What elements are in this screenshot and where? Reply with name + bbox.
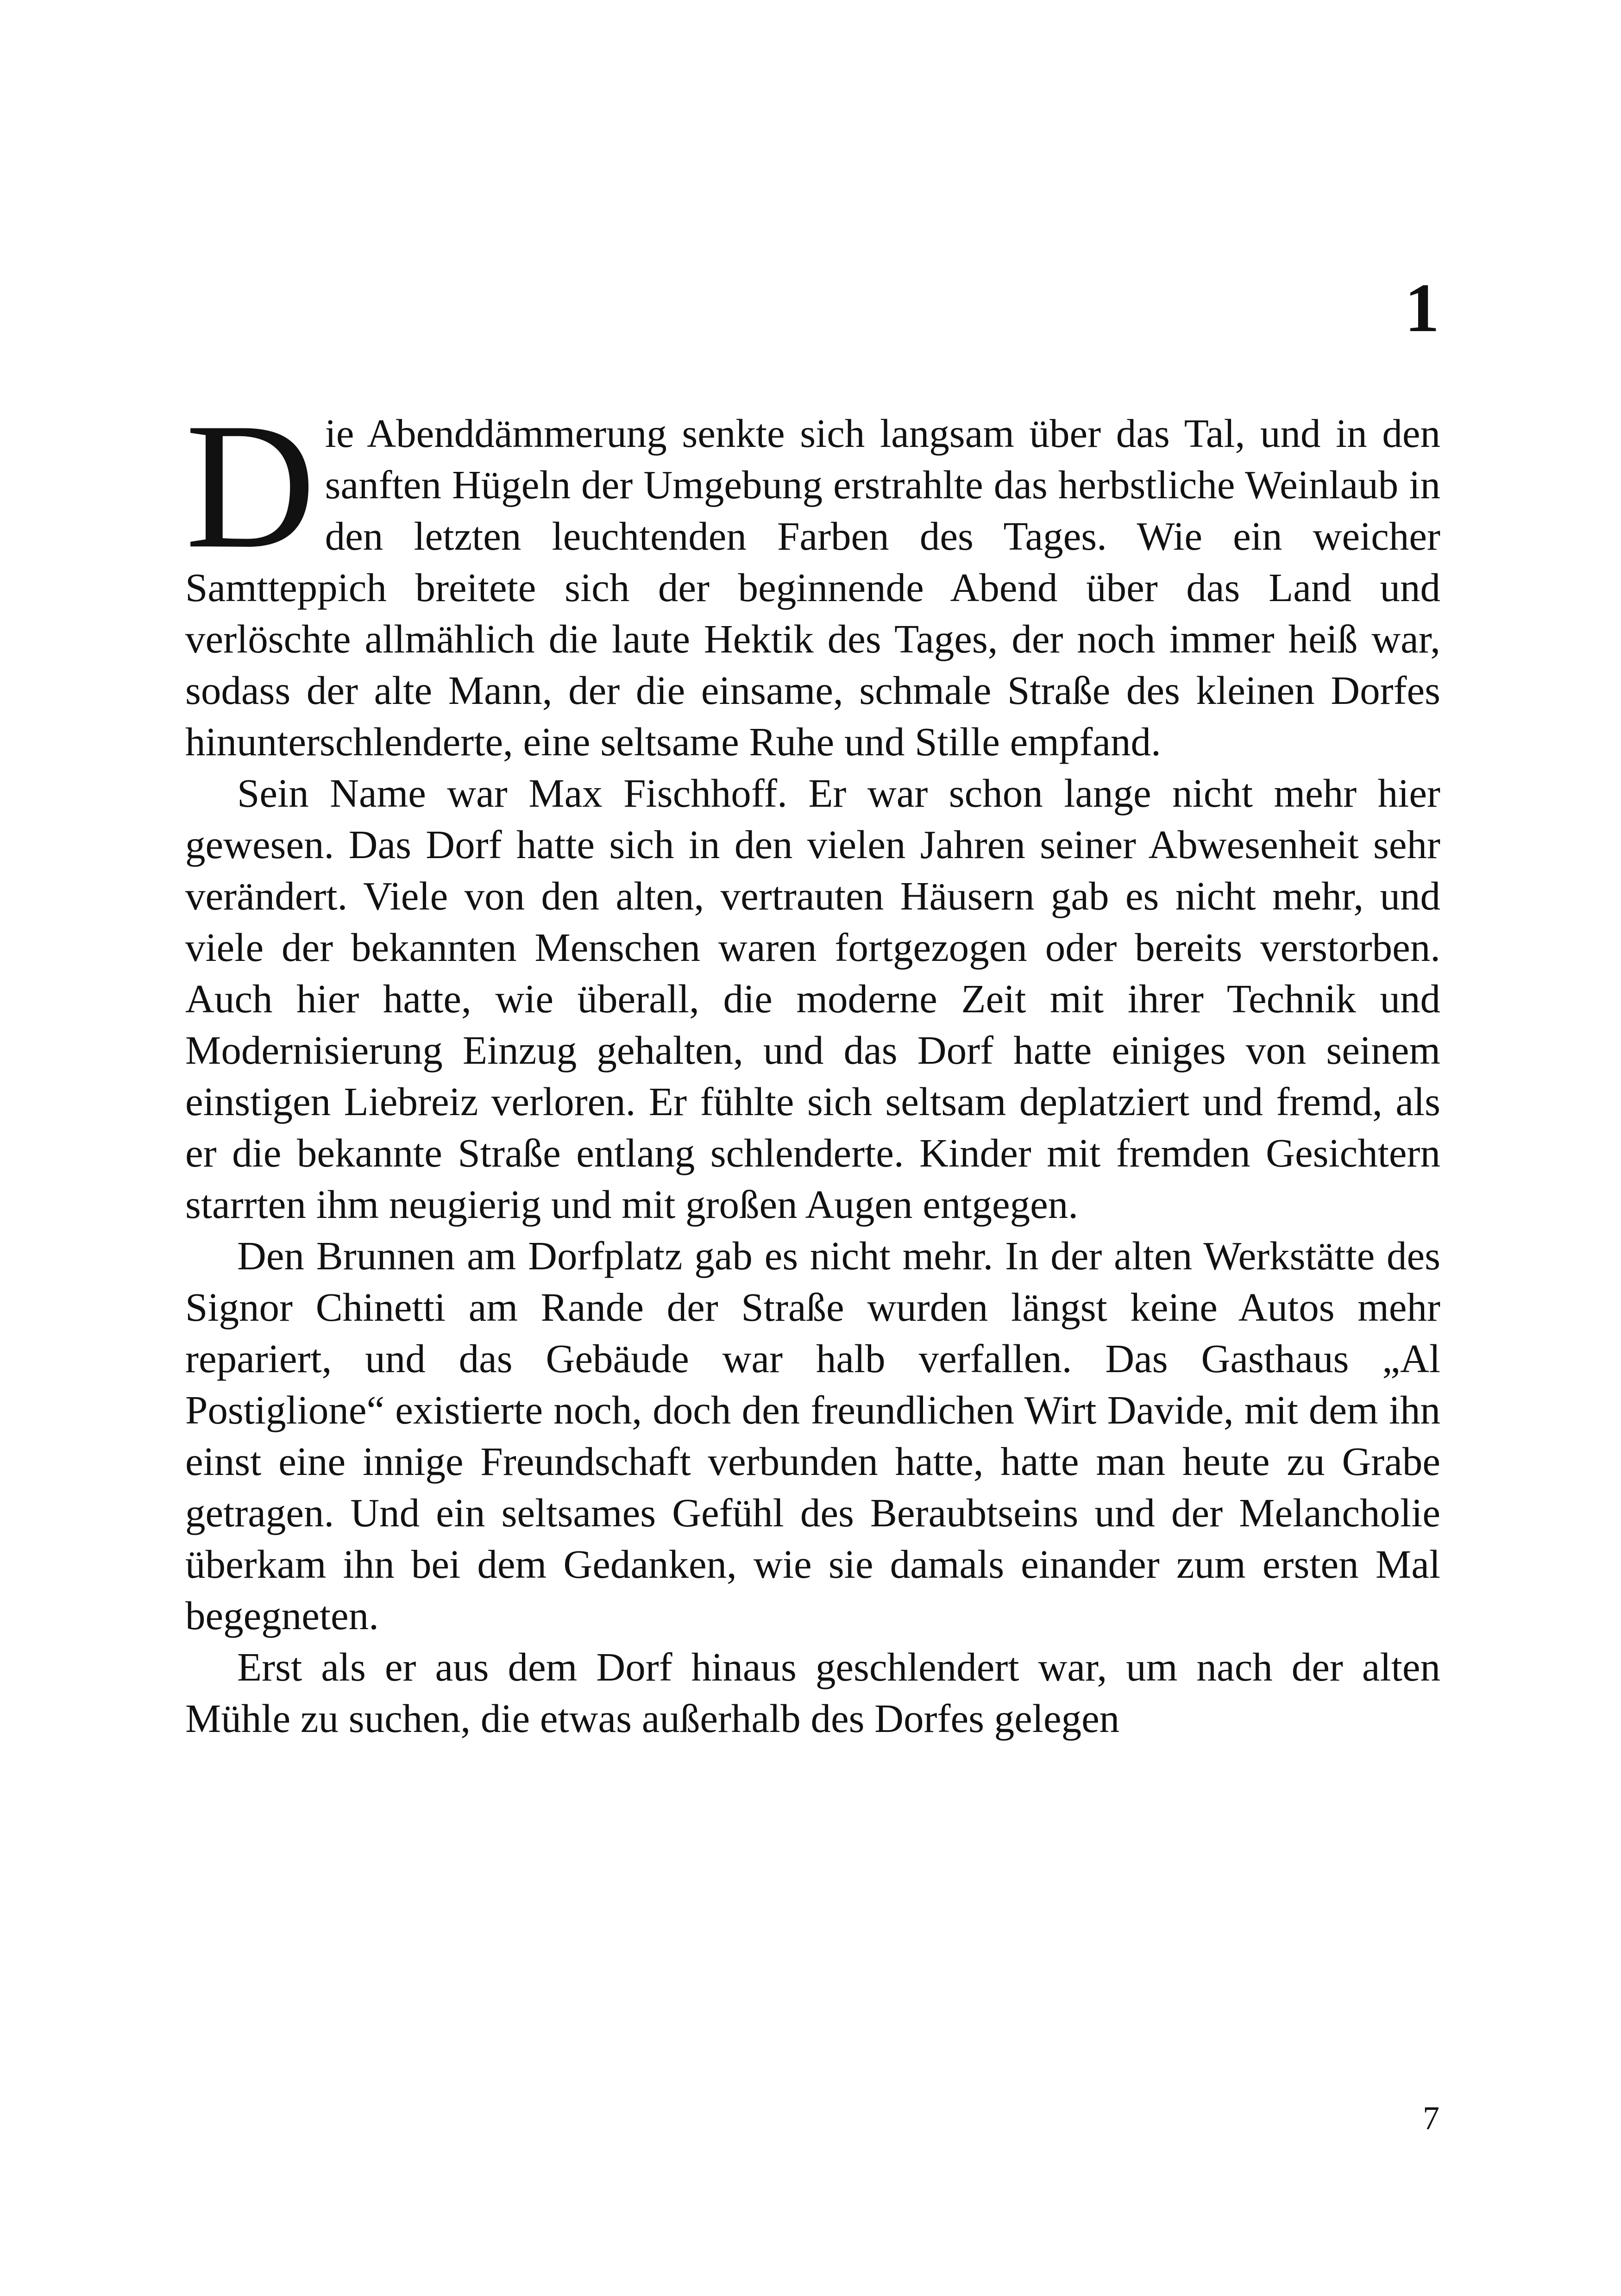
paragraph-2: Sein Name war Max Fischhoff. Er war schon lange nicht mehr hier gewesen. Das Dorf hatte sich in den vielen Jahren seiner Abwesenheit sehr verändert. Viele von den alten, vertrauten Häusern gab es nicht mehr, und viele der bekannten Menschen waren fortgezogen oder bereits verstorben. Auch hier hatte, wie überall, die moderne Zeit mit ihrer Technik und Modernisierung Einzug gehalten, und das Dorf hatte einiges von seinem einstigen Liebreiz verloren. Er fühlte sich seltsam deplatziert und fremd, als er die bekannte Straße entlang schlenderte. Kinder mit fremden Gesichtern starrten ihm neugierig und mit großen Augen entgegen. <box>185 771 1440 1227</box>
body-text <box>185 386 1440 1744</box>
paragraph-1-text: ie Abenddämmerung senkte sich langsam über das Tal, und in den sanften Hügeln der Umgebung erstrahlte das herbstliche Weinlaub in den letzten leuchtenden Farben des Tages. Wie ein weicher Samtteppich breitete sich der beginnende Abend über das Land und verlöschte allmählich die laute Hektik des Tages, der noch immer heiß war, sodass der alte Mann, der die einsame, schmale Straße des kleinen Dorfes hinunterschlenderte, eine seltsame Ruhe und Stille empfand. <box>185 411 1440 764</box>
paragraph-3: Den Brunnen am Dorfplatz gab es nicht mehr. In der alten Werkstätte des Signor Chinetti am Rande der Straße wurden längst keine Autos mehr repariert, und das Gebäude war halb verfallen. Das Gasthaus „Al Postiglione“ existierte noch, doch den freundlichen Wirt Davide, mit dem ihn einst eine innige Freundschaft verbunden hatte, hatte man heute zu Grabe getragen. Und ein seltsames Gefühl des Beraubtseins und der Melancholie überkam ihn bei dem Gedanken, wie sie damals einander zum ersten Mal begegneten. <box>185 1233 1440 1638</box>
drop-cap: D <box>185 386 316 586</box>
chapter-number: 1 <box>1405 270 1439 346</box>
page-number: 7 <box>1423 2100 1439 2137</box>
paragraph-4: Erst als er aus dem Dorf hinaus geschlendert war, um nach der alten Mühle zu suchen, die etwas außerhalb des Dorfes gelegen <box>185 1644 1440 1741</box>
paragraph-1 <box>185 386 1440 767</box>
